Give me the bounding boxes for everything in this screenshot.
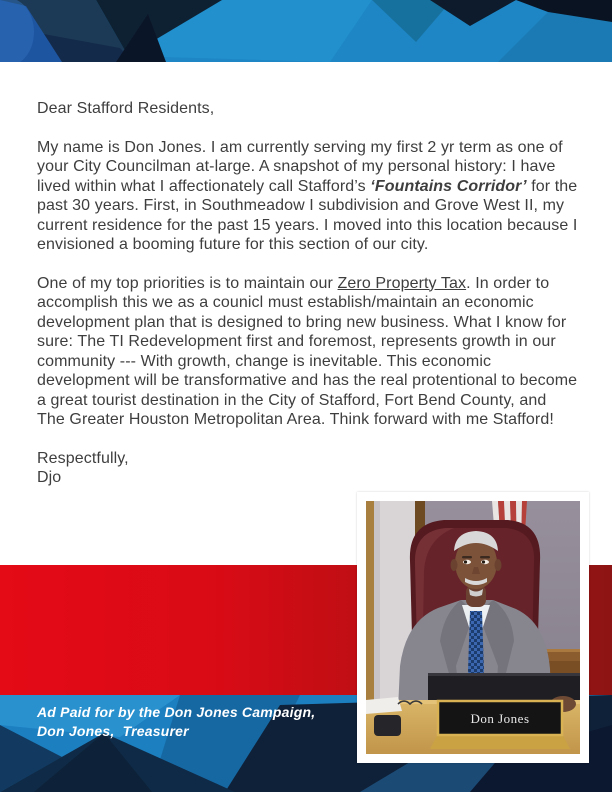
priorities-text-2: . In order to accomplish this we as a counicl must establish/maintain an economic development plan that is designed to bring new business. What I know for sure: The TI Redevelopment first and foremost, represents growth in our community --- With growth, change is inevitable. This economic development will be transformative and has the real protentional to become a great tourist destination in the City of Stafford, Fort Bend County, and The Greater Houston Metropolitan Area. Think forward with me Stafford!: [37, 274, 578, 428]
fountains-corridor-emphasis: ‘Fountains Corridor’: [370, 177, 527, 195]
phone-device: [374, 715, 401, 736]
closing: Respectfully,: [37, 449, 129, 467]
paragraph-priorities: [37, 274, 578, 430]
header-mosaic: [0, 0, 612, 62]
ad-disclaimer-line1: Ad Paid for by the Don Jones Campaign,: [37, 704, 316, 720]
salutation: [37, 99, 578, 119]
ad-disclaimer: [37, 703, 367, 741]
intro-text-1: My name is Don Jones. I am currently serving my first 2 yr term as one of your City Councilman at-large. A snapshot of my personal history: I have lived within what I affectionately call Stafford’s: [37, 138, 563, 195]
photo-illustration: [366, 501, 580, 754]
nameplate: [430, 701, 570, 749]
don-jones-photo: [357, 492, 589, 763]
priorities-text-1: One of my top priorities is to maintain our: [37, 274, 338, 292]
zero-property-tax-underlined: Zero Property Tax: [337, 274, 467, 292]
ad-disclaimer-line2: Don Jones, Treasurer: [37, 723, 189, 739]
nameplate-text: Don Jones: [470, 711, 530, 726]
signature-block: [37, 449, 578, 488]
header-mosaic-graphic: [0, 0, 612, 62]
signature: Djo: [37, 469, 62, 486]
salutation-text: Dear Stafford Residents,: [37, 100, 215, 117]
intro-text-2: for the past 30 years. First, in Southmeadow I subdivision and Grove West II, my current residence for the past 15 years. I moved into this location because I envisioned a booming future for this section of our city.: [37, 177, 578, 253]
paragraph-intro: [37, 138, 578, 255]
letter-body: [37, 99, 578, 488]
